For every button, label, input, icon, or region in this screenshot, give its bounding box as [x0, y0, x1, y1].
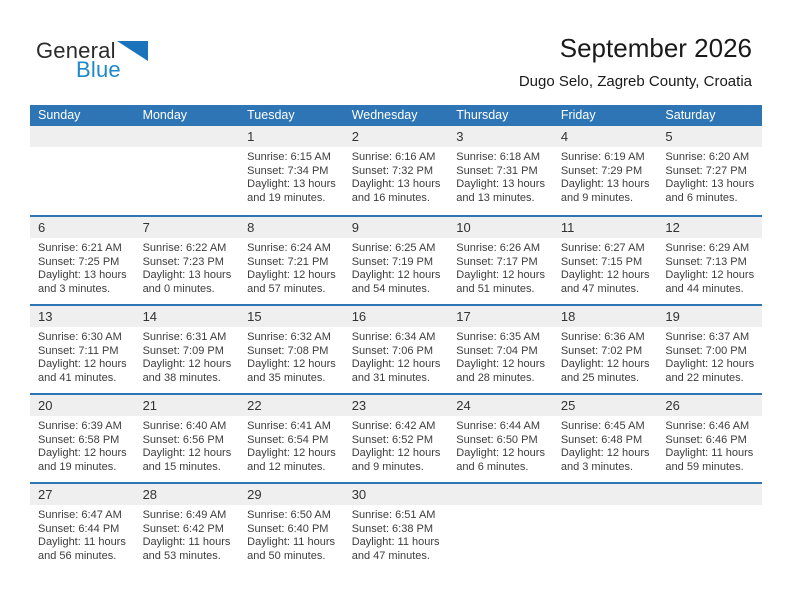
day-number: 29	[239, 484, 344, 505]
day-number: 19	[657, 306, 762, 327]
day-details	[344, 147, 449, 205]
sunset-text: Sunset: 6:50 PM	[456, 433, 538, 446]
sunrise-text: Sunrise: 6:37 AM	[665, 331, 750, 343]
daylight-text-continued: and 59 minutes.	[665, 460, 744, 473]
daylight-text-continued: and 28 minutes.	[456, 371, 535, 384]
day-cell	[657, 126, 762, 215]
day-details	[553, 327, 658, 385]
day-cell	[344, 484, 449, 571]
daylight-text-continued: and 25 minutes.	[560, 371, 640, 384]
day-cell	[344, 395, 449, 482]
day-number	[448, 484, 553, 505]
daylight-text: Daylight: 13 hours	[560, 178, 650, 190]
sunrise-text: Sunrise: 6:24 AM	[247, 242, 331, 254]
daylight-text: Daylight: 12 hours	[560, 358, 650, 370]
logo-triangle-icon	[117, 41, 148, 61]
sunrise-text: Sunrise: 6:15 AM	[247, 151, 331, 163]
day-details	[239, 238, 344, 296]
day-details	[344, 238, 449, 296]
week-row	[30, 393, 762, 482]
daylight-text-continued: and 53 minutes.	[142, 549, 221, 562]
daylight-text: Daylight: 12 hours	[247, 447, 336, 459]
daylight-text: Daylight: 12 hours	[351, 447, 441, 459]
sunrise-text: Sunrise: 6:44 AM	[456, 420, 541, 432]
sunrise-text: Sunrise: 6:20 AM	[665, 151, 750, 163]
day-details	[239, 505, 344, 563]
sunrise-text: Sunrise: 6:30 AM	[38, 331, 122, 343]
day-details	[448, 238, 553, 296]
day-cell	[448, 306, 553, 393]
sunrise-text: Sunrise: 6:41 AM	[247, 420, 331, 432]
daylight-text-continued: and 6 minutes.	[665, 191, 738, 204]
sunset-text: Sunset: 7:02 PM	[560, 344, 643, 357]
day-details	[135, 505, 240, 563]
sunrise-text: Sunrise: 6:49 AM	[142, 509, 227, 521]
day-cell	[344, 306, 449, 393]
title-block	[519, 33, 752, 90]
daylight-text-continued: and 22 minutes.	[665, 371, 744, 384]
day-number	[30, 126, 135, 147]
sunset-text: Sunset: 7:32 PM	[351, 164, 434, 177]
sunset-text: Sunset: 6:56 PM	[142, 433, 224, 446]
day-number: 10	[448, 217, 553, 238]
sunrise-text: Sunrise: 6:50 AM	[247, 509, 331, 521]
weekday-tuesday: Tuesday	[247, 108, 295, 122]
sunrise-text: Sunrise: 6:21 AM	[38, 242, 122, 254]
daylight-text-continued: and 16 minutes.	[351, 191, 430, 204]
sunset-text: Sunset: 6:52 PM	[351, 433, 434, 446]
day-cell	[239, 126, 344, 215]
day-number: 11	[553, 217, 658, 238]
calendar-weeks	[30, 126, 762, 571]
empty-day-cell	[30, 126, 135, 215]
sunrise-text: Sunrise: 6:40 AM	[142, 420, 227, 432]
day-cell	[448, 395, 553, 482]
day-number: 18	[553, 306, 658, 327]
day-number: 15	[239, 306, 344, 327]
day-details	[657, 416, 762, 474]
day-number: 26	[657, 395, 762, 416]
day-cell	[135, 217, 240, 304]
day-details	[135, 327, 240, 385]
daylight-text: Daylight: 12 hours	[351, 269, 441, 281]
daylight-text: Daylight: 13 hours	[142, 269, 232, 281]
daylight-text: Daylight: 13 hours	[665, 178, 755, 190]
daylight-text-continued: and 0 minutes.	[142, 282, 215, 295]
day-cell	[553, 126, 658, 215]
page-title: September 2026	[559, 33, 752, 63]
sunrise-text: Sunrise: 6:25 AM	[351, 242, 436, 254]
week-row	[30, 126, 762, 215]
sunrise-text: Sunrise: 6:32 AM	[247, 331, 331, 343]
day-number: 12	[657, 217, 762, 238]
sunset-text: Sunset: 7:31 PM	[456, 164, 538, 177]
daylight-text: Daylight: 12 hours	[456, 269, 545, 281]
sunset-text: Sunset: 6:44 PM	[38, 522, 120, 535]
day-cell	[657, 217, 762, 304]
day-details	[239, 416, 344, 474]
sunrise-text: Sunrise: 6:31 AM	[142, 331, 227, 343]
day-number: 25	[553, 395, 658, 416]
weekday-wednesday: Wednesday	[351, 108, 418, 122]
sunset-text: Sunset: 7:21 PM	[247, 255, 329, 268]
daylight-text-continued: and 38 minutes.	[142, 371, 221, 384]
day-cell	[30, 217, 135, 304]
weekday-sunday: Sunday	[38, 108, 81, 122]
empty-day-cell	[135, 126, 240, 215]
weekday-saturday: Saturday	[665, 108, 716, 122]
day-number: 14	[135, 306, 240, 327]
day-number: 8	[239, 217, 344, 238]
daylight-text: Daylight: 12 hours	[456, 447, 545, 459]
day-cell	[30, 395, 135, 482]
daylight-text-continued: and 9 minutes.	[351, 460, 424, 473]
day-details	[30, 238, 135, 296]
sunrise-text: Sunrise: 6:26 AM	[456, 242, 541, 254]
day-number: 30	[344, 484, 449, 505]
sunset-text: Sunset: 6:48 PM	[560, 433, 643, 446]
sunset-text: Sunset: 7:08 PM	[247, 344, 329, 357]
sunset-text: Sunset: 6:42 PM	[142, 522, 224, 535]
daylight-text-continued: and 47 minutes.	[560, 282, 640, 295]
empty-day-cell	[657, 484, 762, 571]
day-cell	[135, 484, 240, 571]
daylight-text-continued: and 57 minutes.	[247, 282, 326, 295]
day-number: 16	[344, 306, 449, 327]
sunset-text: Sunset: 7:06 PM	[351, 344, 434, 357]
daylight-text-continued: and 9 minutes.	[560, 191, 633, 204]
daylight-text: Daylight: 11 hours	[665, 447, 754, 459]
logo-text-blue: Blue	[76, 57, 121, 82]
day-details	[448, 416, 553, 474]
day-details	[239, 147, 344, 205]
sunrise-text: Sunrise: 6:51 AM	[351, 509, 436, 521]
day-details	[135, 416, 240, 474]
daylight-text: Daylight: 12 hours	[142, 447, 232, 459]
sunset-text: Sunset: 6:46 PM	[665, 433, 747, 446]
daylight-text-continued: and 15 minutes.	[142, 460, 221, 473]
sunrise-text: Sunrise: 6:22 AM	[142, 242, 227, 254]
daylight-text-continued: and 3 minutes.	[38, 282, 111, 295]
sunset-text: Sunset: 7:17 PM	[456, 255, 538, 268]
day-cell	[657, 395, 762, 482]
day-cell	[344, 217, 449, 304]
day-cell	[657, 306, 762, 393]
daylight-text-continued: and 19 minutes.	[247, 191, 326, 204]
daylight-text-continued: and 44 minutes.	[665, 282, 744, 295]
day-number: 2	[344, 126, 449, 147]
sunrise-text: Sunrise: 6:47 AM	[38, 509, 122, 521]
sunset-text: Sunset: 6:38 PM	[351, 522, 434, 535]
daylight-text: Daylight: 12 hours	[38, 447, 127, 459]
day-number: 6	[30, 217, 135, 238]
sunset-text: Sunset: 6:54 PM	[247, 433, 329, 446]
day-details	[239, 327, 344, 385]
day-details	[30, 327, 135, 385]
day-details	[553, 416, 658, 474]
day-number: 21	[135, 395, 240, 416]
week-row	[30, 304, 762, 393]
daylight-text: Daylight: 11 hours	[351, 536, 440, 548]
sunrise-text: Sunrise: 6:39 AM	[38, 420, 122, 432]
calendar-table	[30, 105, 762, 571]
page-subtitle: Dugo Selo, Zagreb County, Croatia	[518, 73, 752, 90]
daylight-text: Daylight: 11 hours	[142, 536, 231, 548]
week-row	[30, 482, 762, 571]
daylight-text: Daylight: 13 hours	[351, 178, 441, 190]
day-number: 7	[135, 217, 240, 238]
daylight-text: Daylight: 12 hours	[560, 269, 650, 281]
day-cell	[448, 217, 553, 304]
daylight-text-continued: and 13 minutes.	[456, 191, 535, 204]
daylight-text: Daylight: 12 hours	[456, 358, 545, 370]
daylight-text-continued: and 3 minutes.	[560, 460, 633, 473]
empty-day-cell	[448, 484, 553, 571]
weekday-header-row	[30, 105, 762, 126]
sunset-text: Sunset: 7:19 PM	[351, 255, 434, 268]
daylight-text: Daylight: 12 hours	[247, 358, 336, 370]
day-details	[135, 238, 240, 296]
day-cell	[553, 306, 658, 393]
sunset-text: Sunset: 7:29 PM	[560, 164, 643, 177]
day-number: 9	[344, 217, 449, 238]
daylight-text-continued: and 50 minutes.	[247, 549, 326, 562]
day-number: 23	[344, 395, 449, 416]
day-details	[30, 505, 135, 563]
day-number: 5	[657, 126, 762, 147]
day-number: 28	[135, 484, 240, 505]
sunset-text: Sunset: 7:13 PM	[665, 255, 747, 268]
day-details	[553, 238, 658, 296]
week-row	[30, 215, 762, 304]
day-cell	[553, 395, 658, 482]
day-number	[135, 126, 240, 147]
daylight-text: Daylight: 12 hours	[560, 447, 650, 459]
day-cell	[135, 395, 240, 482]
day-number: 17	[448, 306, 553, 327]
day-details	[30, 416, 135, 474]
day-number: 24	[448, 395, 553, 416]
sunrise-text: Sunrise: 6:36 AM	[560, 331, 645, 343]
daylight-text-continued: and 31 minutes.	[351, 371, 430, 384]
day-number: 1	[239, 126, 344, 147]
day-cell	[239, 217, 344, 304]
day-details	[553, 147, 658, 205]
daylight-text: Daylight: 12 hours	[351, 358, 441, 370]
sunrise-text: Sunrise: 6:19 AM	[560, 151, 645, 163]
day-details	[657, 327, 762, 385]
sunset-text: Sunset: 7:34 PM	[247, 164, 329, 177]
weekday-friday: Friday	[560, 108, 596, 122]
day-details	[657, 147, 762, 205]
weekday-monday: Monday	[142, 108, 188, 122]
day-number: 3	[448, 126, 553, 147]
day-cell	[30, 306, 135, 393]
sunrise-text: Sunrise: 6:35 AM	[456, 331, 541, 343]
daylight-text: Daylight: 13 hours	[38, 269, 127, 281]
sunset-text: Sunset: 6:40 PM	[247, 522, 329, 535]
day-number: 13	[30, 306, 135, 327]
daylight-text: Daylight: 12 hours	[665, 269, 755, 281]
sunrise-text: Sunrise: 6:46 AM	[665, 420, 750, 432]
daylight-text: Daylight: 13 hours	[247, 178, 336, 190]
sunrise-text: Sunrise: 6:45 AM	[560, 420, 645, 432]
sunset-text: Sunset: 7:27 PM	[665, 164, 747, 177]
sunset-text: Sunset: 7:11 PM	[38, 344, 119, 357]
day-cell	[239, 395, 344, 482]
daylight-text: Daylight: 12 hours	[142, 358, 232, 370]
logo-text-general: General	[36, 38, 116, 63]
daylight-text: Daylight: 12 hours	[665, 358, 755, 370]
general-blue-logo	[36, 38, 148, 83]
day-number: 20	[30, 395, 135, 416]
day-details	[344, 327, 449, 385]
day-number: 27	[30, 484, 135, 505]
day-number	[657, 484, 762, 505]
daylight-text: Daylight: 11 hours	[38, 536, 126, 548]
sunrise-text: Sunrise: 6:27 AM	[560, 242, 645, 254]
sunrise-text: Sunrise: 6:29 AM	[665, 242, 750, 254]
sunset-text: Sunset: 7:23 PM	[142, 255, 224, 268]
daylight-text-continued: and 41 minutes.	[38, 371, 117, 384]
daylight-text-continued: and 56 minutes.	[38, 549, 117, 562]
day-cell	[448, 126, 553, 215]
daylight-text: Daylight: 11 hours	[247, 536, 335, 548]
day-cell	[135, 306, 240, 393]
day-cell	[30, 484, 135, 571]
empty-day-cell	[553, 484, 658, 571]
daylight-text: Daylight: 12 hours	[247, 269, 336, 281]
sunrise-text: Sunrise: 6:18 AM	[456, 151, 541, 163]
daylight-text-continued: and 54 minutes.	[351, 282, 430, 295]
day-number: 22	[239, 395, 344, 416]
daylight-text-continued: and 35 minutes.	[247, 371, 326, 384]
sunrise-text: Sunrise: 6:34 AM	[351, 331, 436, 343]
day-cell	[239, 484, 344, 571]
day-cell	[239, 306, 344, 393]
daylight-text-continued: and 51 minutes.	[456, 282, 535, 295]
daylight-text: Daylight: 12 hours	[38, 358, 127, 370]
day-details	[448, 327, 553, 385]
day-cell	[553, 217, 658, 304]
day-details	[448, 147, 553, 205]
day-details	[657, 238, 762, 296]
day-details	[344, 505, 449, 563]
sunrise-text: Sunrise: 6:16 AM	[351, 151, 436, 163]
weekday-thursday: Thursday	[456, 108, 509, 122]
daylight-text-continued: and 19 minutes.	[38, 460, 117, 473]
day-number: 4	[553, 126, 658, 147]
sunset-text: Sunset: 7:09 PM	[142, 344, 224, 357]
day-details	[344, 416, 449, 474]
daylight-text-continued: and 12 minutes.	[247, 460, 326, 473]
sunrise-text: Sunrise: 6:42 AM	[351, 420, 436, 432]
sunset-text: Sunset: 6:58 PM	[38, 433, 120, 446]
daylight-text-continued: and 6 minutes.	[456, 460, 529, 473]
day-number	[553, 484, 658, 505]
sunset-text: Sunset: 7:15 PM	[560, 255, 643, 268]
day-cell	[344, 126, 449, 215]
daylight-text-continued: and 47 minutes.	[351, 549, 430, 562]
daylight-text: Daylight: 13 hours	[456, 178, 545, 190]
sunset-text: Sunset: 7:25 PM	[38, 255, 120, 268]
sunset-text: Sunset: 7:00 PM	[665, 344, 747, 357]
sunset-text: Sunset: 7:04 PM	[456, 344, 538, 357]
